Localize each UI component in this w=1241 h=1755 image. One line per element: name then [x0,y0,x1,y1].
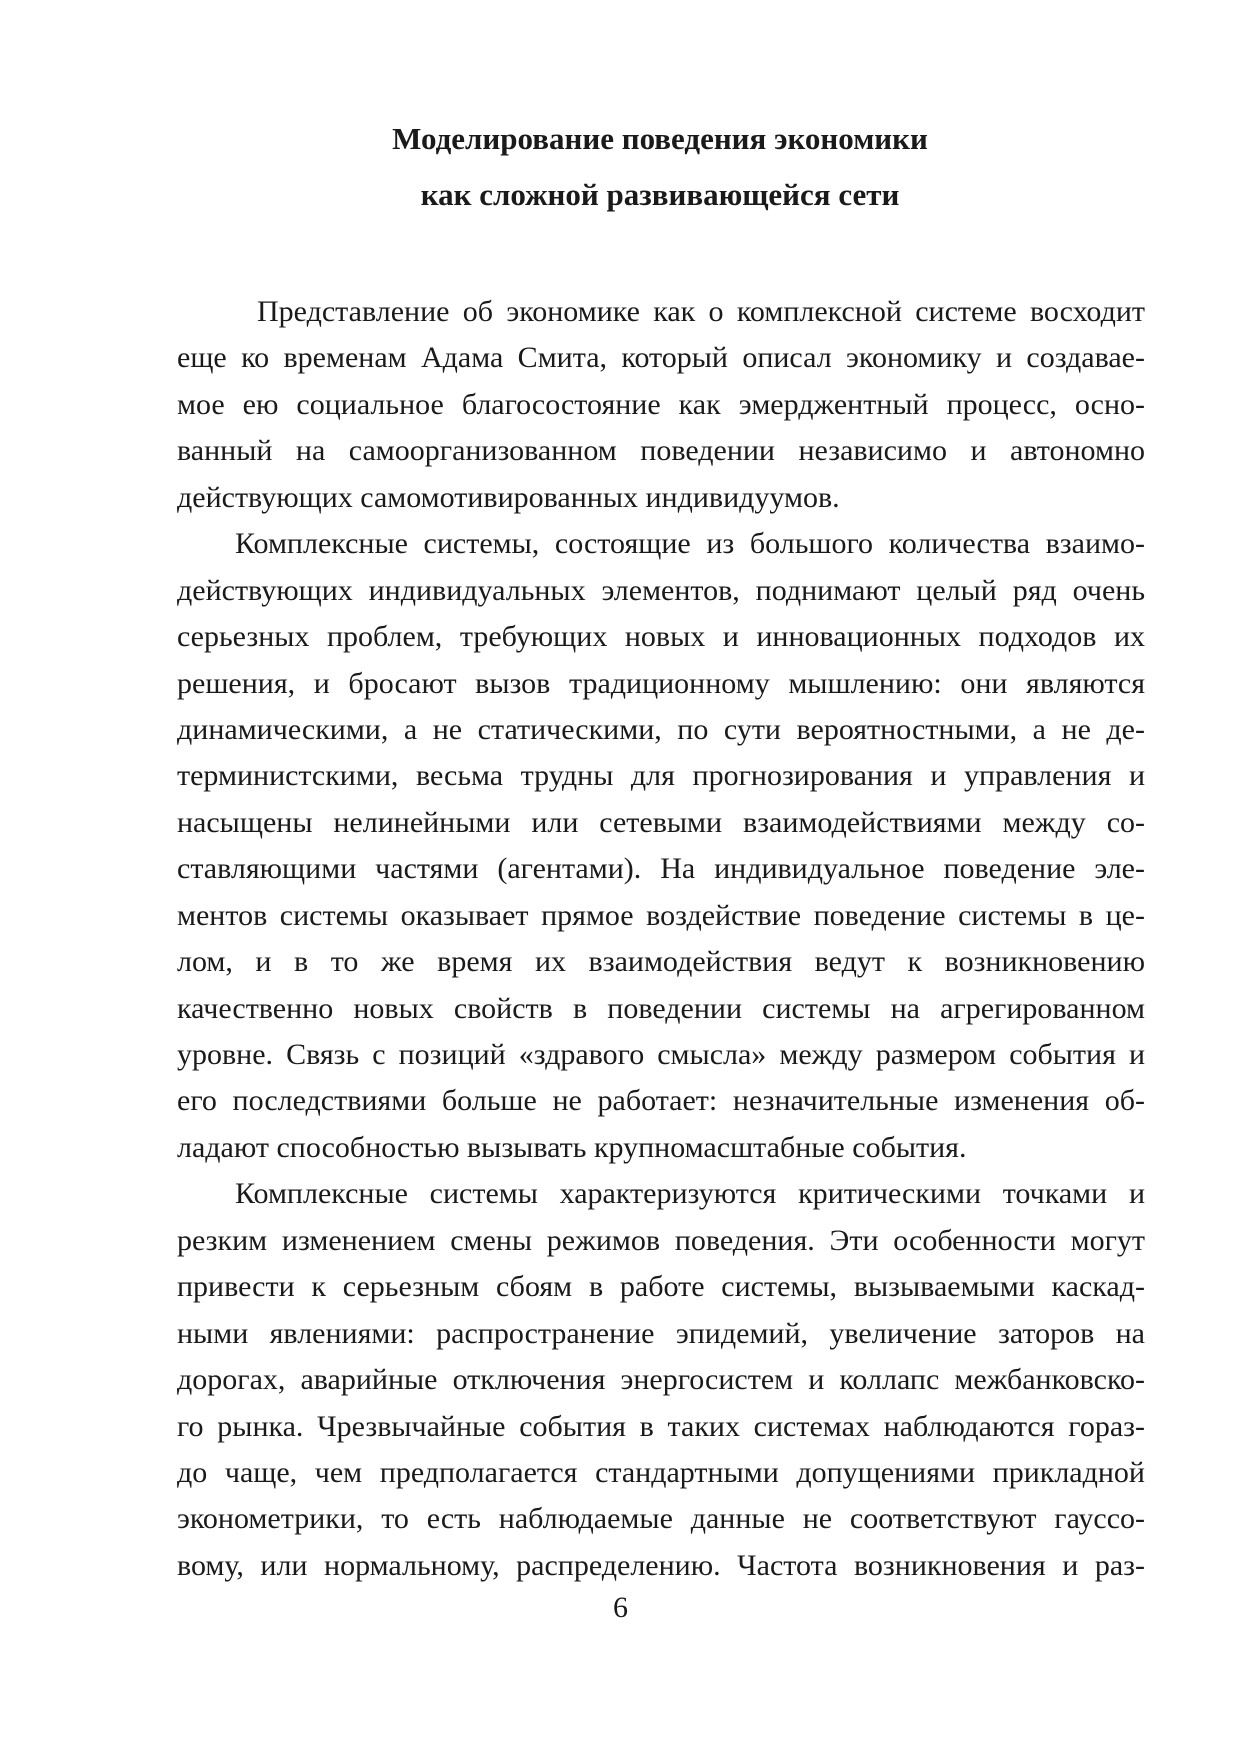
paragraph-2-line: ментов системы оказывает прямое воздействие поведение системы в це- [177,898,1145,932]
paragraph-2-line: решения, и бросают вызов традиционному мышлению: они являются [177,666,1145,700]
paragraph-1-line: ванный на самоорганизованном поведении независимо и автономно [177,434,1145,468]
paragraph-2-line: его последствиями больше не работает: незначительные изменения об- [177,1084,1145,1118]
paragraph-1-line: еще ко временам Адама Смита, который описал экономику и создавае- [177,341,1145,375]
paragraph-2-line: терминистскими, весьма трудны для прогнозирования и управления и [177,759,1145,793]
page-number: 6 [613,1591,628,1624]
paragraph-3-line: привести к серьезным сбоям в работе системы, вызываемыми каскад- [177,1270,1145,1304]
paragraph-2-line: уровне. Связь с позиций «здравого смысла» между размером события и [177,1038,1145,1071]
paragraph-2-line: динамическими, а не статическими, по сути вероятностными, а не де- [177,712,1145,746]
paragraph-3-line: ными явлениями: распространение эпидемий, увеличение заторов на [177,1316,1145,1350]
paragraph-1-line: действующих самомотивированных индивидуумов. [177,480,840,514]
paragraph-3-line: дорогах, аварийные отключения энергосистем и коллапс межбанковско- [177,1363,1145,1397]
paragraph-2-line: ставляющими частями (агентами). На индивидуальное поведение эле- [177,852,1145,886]
paragraph-2-line: Комплексные системы, состоящие из большого количества взаимо- [235,527,1145,561]
title-line-2: как сложной развивающейся сети [420,177,900,212]
title-line-1: Моделирование поведения экономики [392,121,928,156]
paragraph-3-line: Комплексные системы характеризуются критическими точками и [235,1177,1145,1211]
paragraph-3-line: резким изменением смены режимов поведения. Эти особенности могут [177,1223,1145,1257]
paragraph-2-line: действующих индивидуальных элементов, поднимают целый ряд очень [177,573,1145,607]
paragraph-2-line: насыщены нелинейными или сетевыми взаимодействиями между со- [177,805,1145,839]
paragraph-1-line: мое ею социальное благосостояние как эмерджентный процесс, осно- [177,387,1145,421]
paragraph-2-line: качественно новых свойств в поведении системы на агрегированном [177,991,1145,1025]
paragraph-1-line: Представление об экономике как о комплексной системе восходит [257,295,1145,328]
paragraph-3-line: до чаще, чем предполагается стандартными допущениями прикладной [177,1455,1145,1489]
paragraph-2-line: лом, и в то же время их взаимодействия ведут к возникновению [177,945,1145,979]
body-text [177,289,1145,1589]
paragraph-2-line: серьезных проблем, требующих новых и инновационных подходов их [177,620,1145,654]
paragraph-2-line: ладают способностью вызывать крупномасштабные события. [177,1130,967,1164]
paragraph-3-line: эконометрики, то есть наблюдаемые данные не соответствуют гауссо- [177,1502,1145,1536]
paragraph-3-line: го рынка. Чрезвычайные события в таких системах наблюдаются гораз- [177,1409,1145,1443]
paragraph-3-line: вому, или нормальному, распределению. Частота возникновения и раз- [177,1548,1145,1582]
